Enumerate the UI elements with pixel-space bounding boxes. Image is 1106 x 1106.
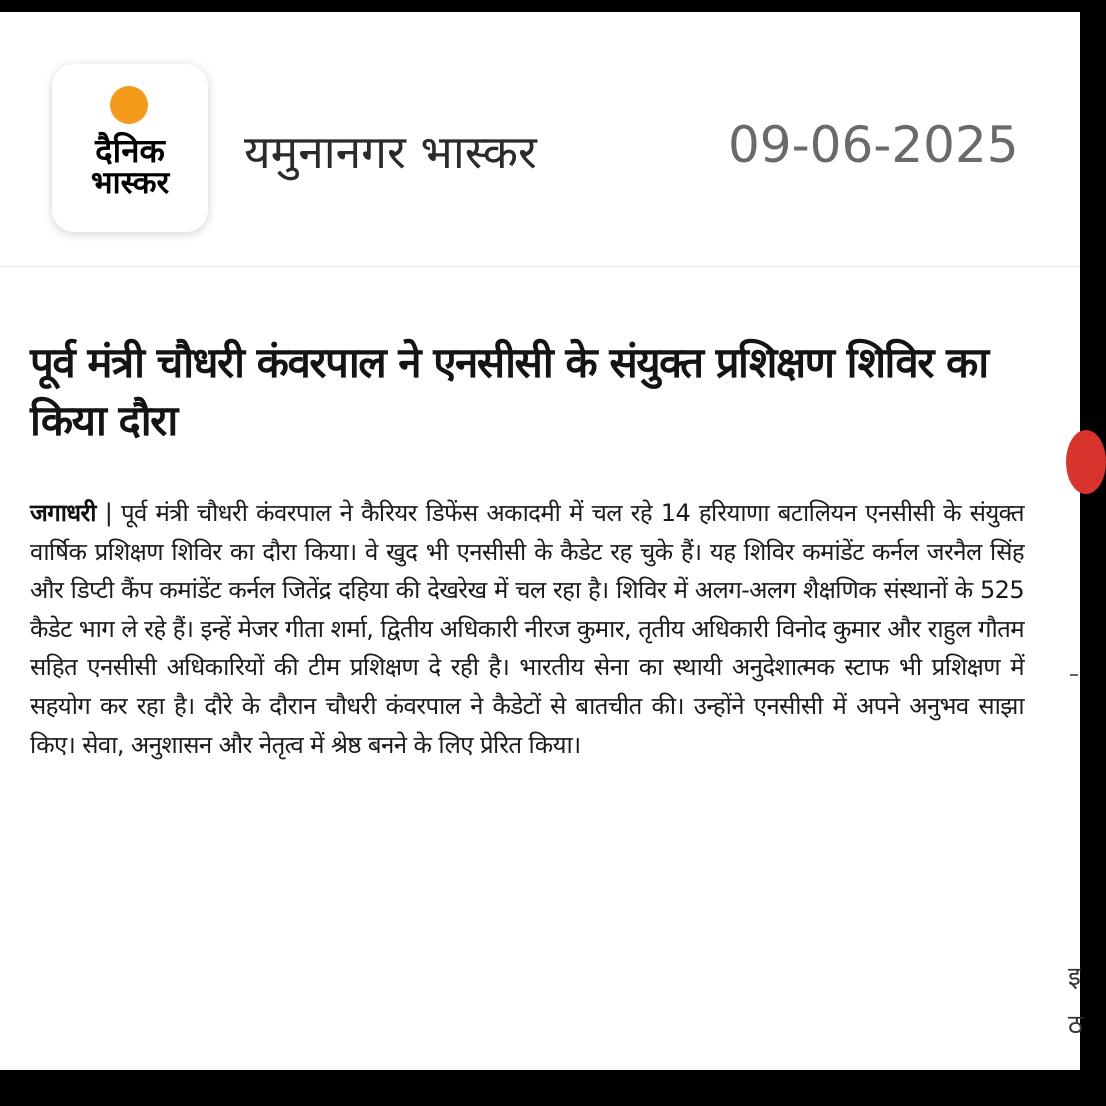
header-divider — [0, 266, 1080, 267]
edition-title: यमुनानगर भास्कर — [244, 125, 537, 179]
logo-word-dainik: दैनिक — [95, 131, 165, 170]
adjacent-article-red-mark — [1066, 430, 1106, 494]
adjacent-article-glyph-1: इ — [1068, 962, 1081, 992]
logo-word-bhaskar: भास्कर — [90, 165, 170, 201]
article-body — [30, 494, 1024, 764]
edition-date: 09-06-2025 — [728, 116, 1019, 174]
article-headline: पूर्व मंत्री चौधरी कंवरपाल ने एनसीसी के संयुक्त प्रशिक्षण शिविर का किया दौरा — [30, 338, 988, 445]
adjacent-article-glyph-2: ठ — [1068, 1010, 1084, 1040]
logo-sun-icon — [110, 86, 148, 124]
adjacent-article-tick — [1070, 674, 1078, 676]
article-body-text: पूर्व मंत्री चौधरी कंवरपाल ने कैरियर डिफेंस अकादमी में चल रहे 14 हरियाणा बटालियन एनसीसी के संयुक्त वार्षिक प्रशिक्षण शिविर का दौरा किया। वे खुद भी एनसीसी के कैडेट रह चुके हैं। यह शिविर कमांडेंट कर्नल जरनैल सिंह और डिप्टी कैंप कमांडेंट कर्नल जितेंद्र दहिया की देखरेख में चल रहा है। शिविर में अलग-अलग शैक्षणिक संस्थानों के 525 कैडेट भाग ले रहे हैं। इन्हें मेजर गीता शर्मा, द्वितीय अधिकारी नीरज कुमार, तृतीय अधिकारी विनोद कुमार और राहुल गौतम सहित एनसीसी अधिकारियों की टीम प्रशिक्षण दे रही है। भारतीय सेना का स्थायी अनुदेशात्मक स्टाफ भी प्रशिक्षण में सहयोग कर रहा है। दौरे के दौरान चौधरी कंवरपाल ने कैडेटों से बातचीत की। उन्होंने एनसीसी में अपने अनुभव साझा किए। सेवा, अनुशासन और नेतृत्व में श्रेष्ठ बनने के लिए प्रेरित किया। — [30, 499, 1024, 759]
dateline-separator: | — [95, 499, 121, 527]
newspaper-clipping — [0, 12, 1084, 1070]
article-dateline: जगाधरी — [30, 499, 96, 527]
dainik-bhaskar-logo — [52, 64, 208, 232]
